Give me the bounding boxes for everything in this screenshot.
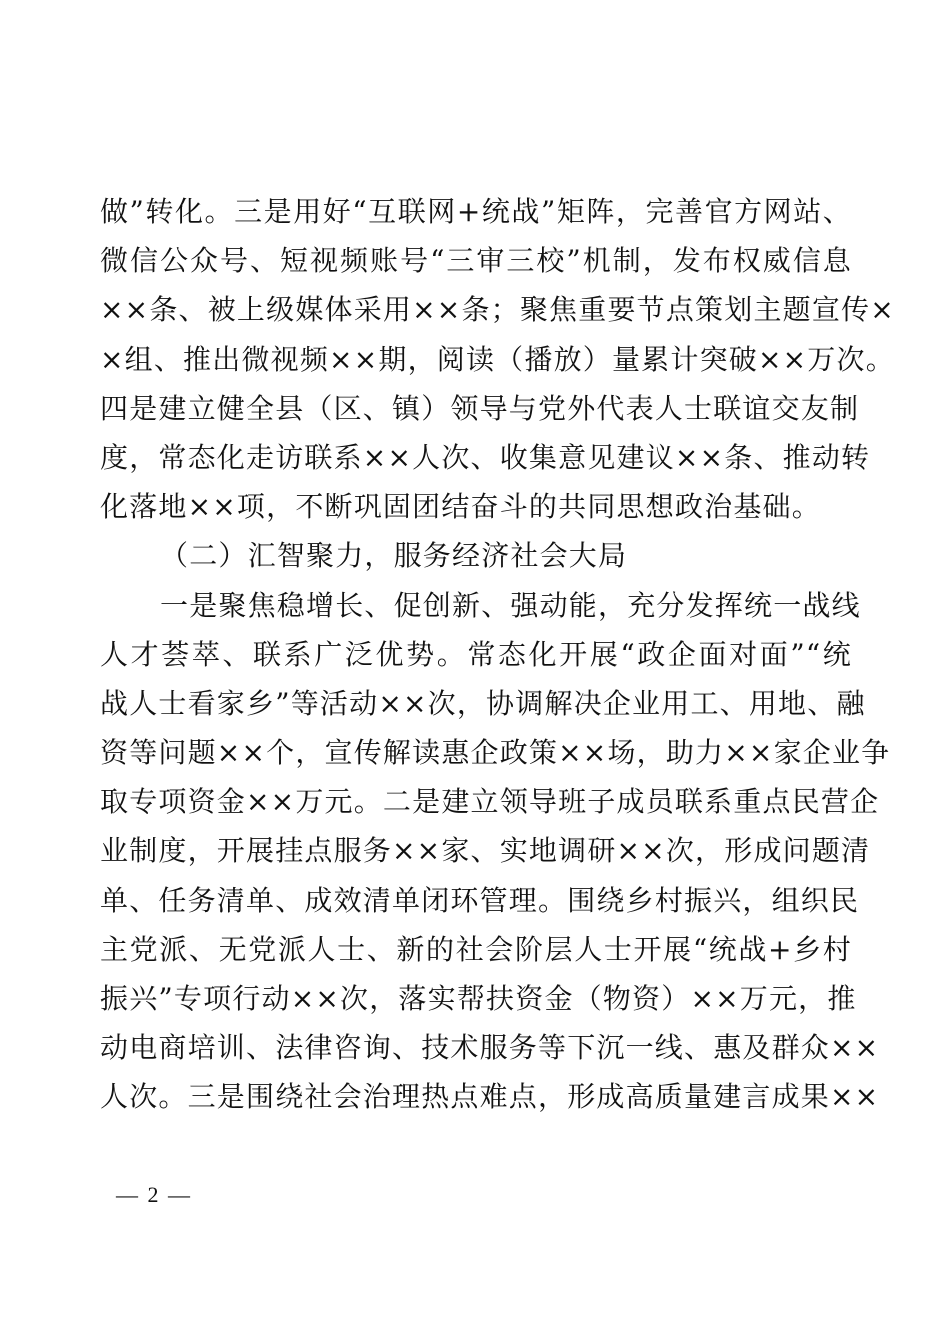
paragraph-line: ××条、被上级媒体采用××条；聚焦重要节点策划主题宣传× [100, 293, 895, 327]
page-number: — 2 — [116, 1182, 192, 1207]
paragraph-line: 单、任务清单、成效清单闭环管理。围绕乡村振兴，组织民 [100, 883, 860, 917]
paragraph-line: 人才荟萃、联系广泛优势。常态化开展“政企面对面”“统 [100, 637, 852, 671]
paragraph-line: 战人士看家乡”等活动××次，协调解决企业用工、用地、融 [100, 686, 866, 720]
paragraph-line-last: 化落地××项，不断巩固团结奋斗的共同思想政治基础。 [100, 490, 821, 524]
paragraph-line: 做”转化。三是用好“互联网+统战”矩阵，完善官方网站、 [100, 195, 852, 228]
paragraph-line: 微信公众号、短视频账号“三审三校”机制，发布权威信息 [100, 244, 852, 278]
paragraph-line: 取专项资金××万元。二是建立领导班子成员联系重点民营企 [100, 785, 880, 819]
paragraph-line-first: 一是聚焦稳增长、促创新、强动能，充分发挥统一战线 [160, 588, 861, 622]
paragraph-line: 动电商培训、法律咨询、技术服务等下沉一线、惠及群众×× [100, 1031, 880, 1065]
paragraph-line: 振兴”专项行动××次，落实帮扶资金（物资）××万元，推 [100, 982, 857, 1015]
paragraph-line: 主党派、无党派人士、新的社会阶层人士开展“统战+乡村 [100, 932, 852, 966]
paragraph-line: 度，常态化走访联系××人次、收集意见建议××条、推动转 [100, 440, 871, 474]
document-body [100, 187, 895, 1122]
paragraph-line: 人次。三是围绕社会治理热点难点，形成高质量建言成果×× [100, 1080, 880, 1114]
paragraph-line: 四是建立健全县（区、镇）领导与党外代表人士联谊交友制 [100, 391, 860, 425]
paragraph-line: 资等问题××个，宣传解读惠企政策××场，助力××家企业争 [100, 736, 891, 770]
paragraph-line: 业制度，开展挂点服务××家、实地调研××次，形成问题清 [100, 834, 871, 868]
paragraph-line: ×组、推出微视频××期，阅读（播放）量累计突破××万次。 [100, 342, 895, 376]
section-heading: （二）汇智聚力，服务经济社会大局 [160, 539, 628, 573]
